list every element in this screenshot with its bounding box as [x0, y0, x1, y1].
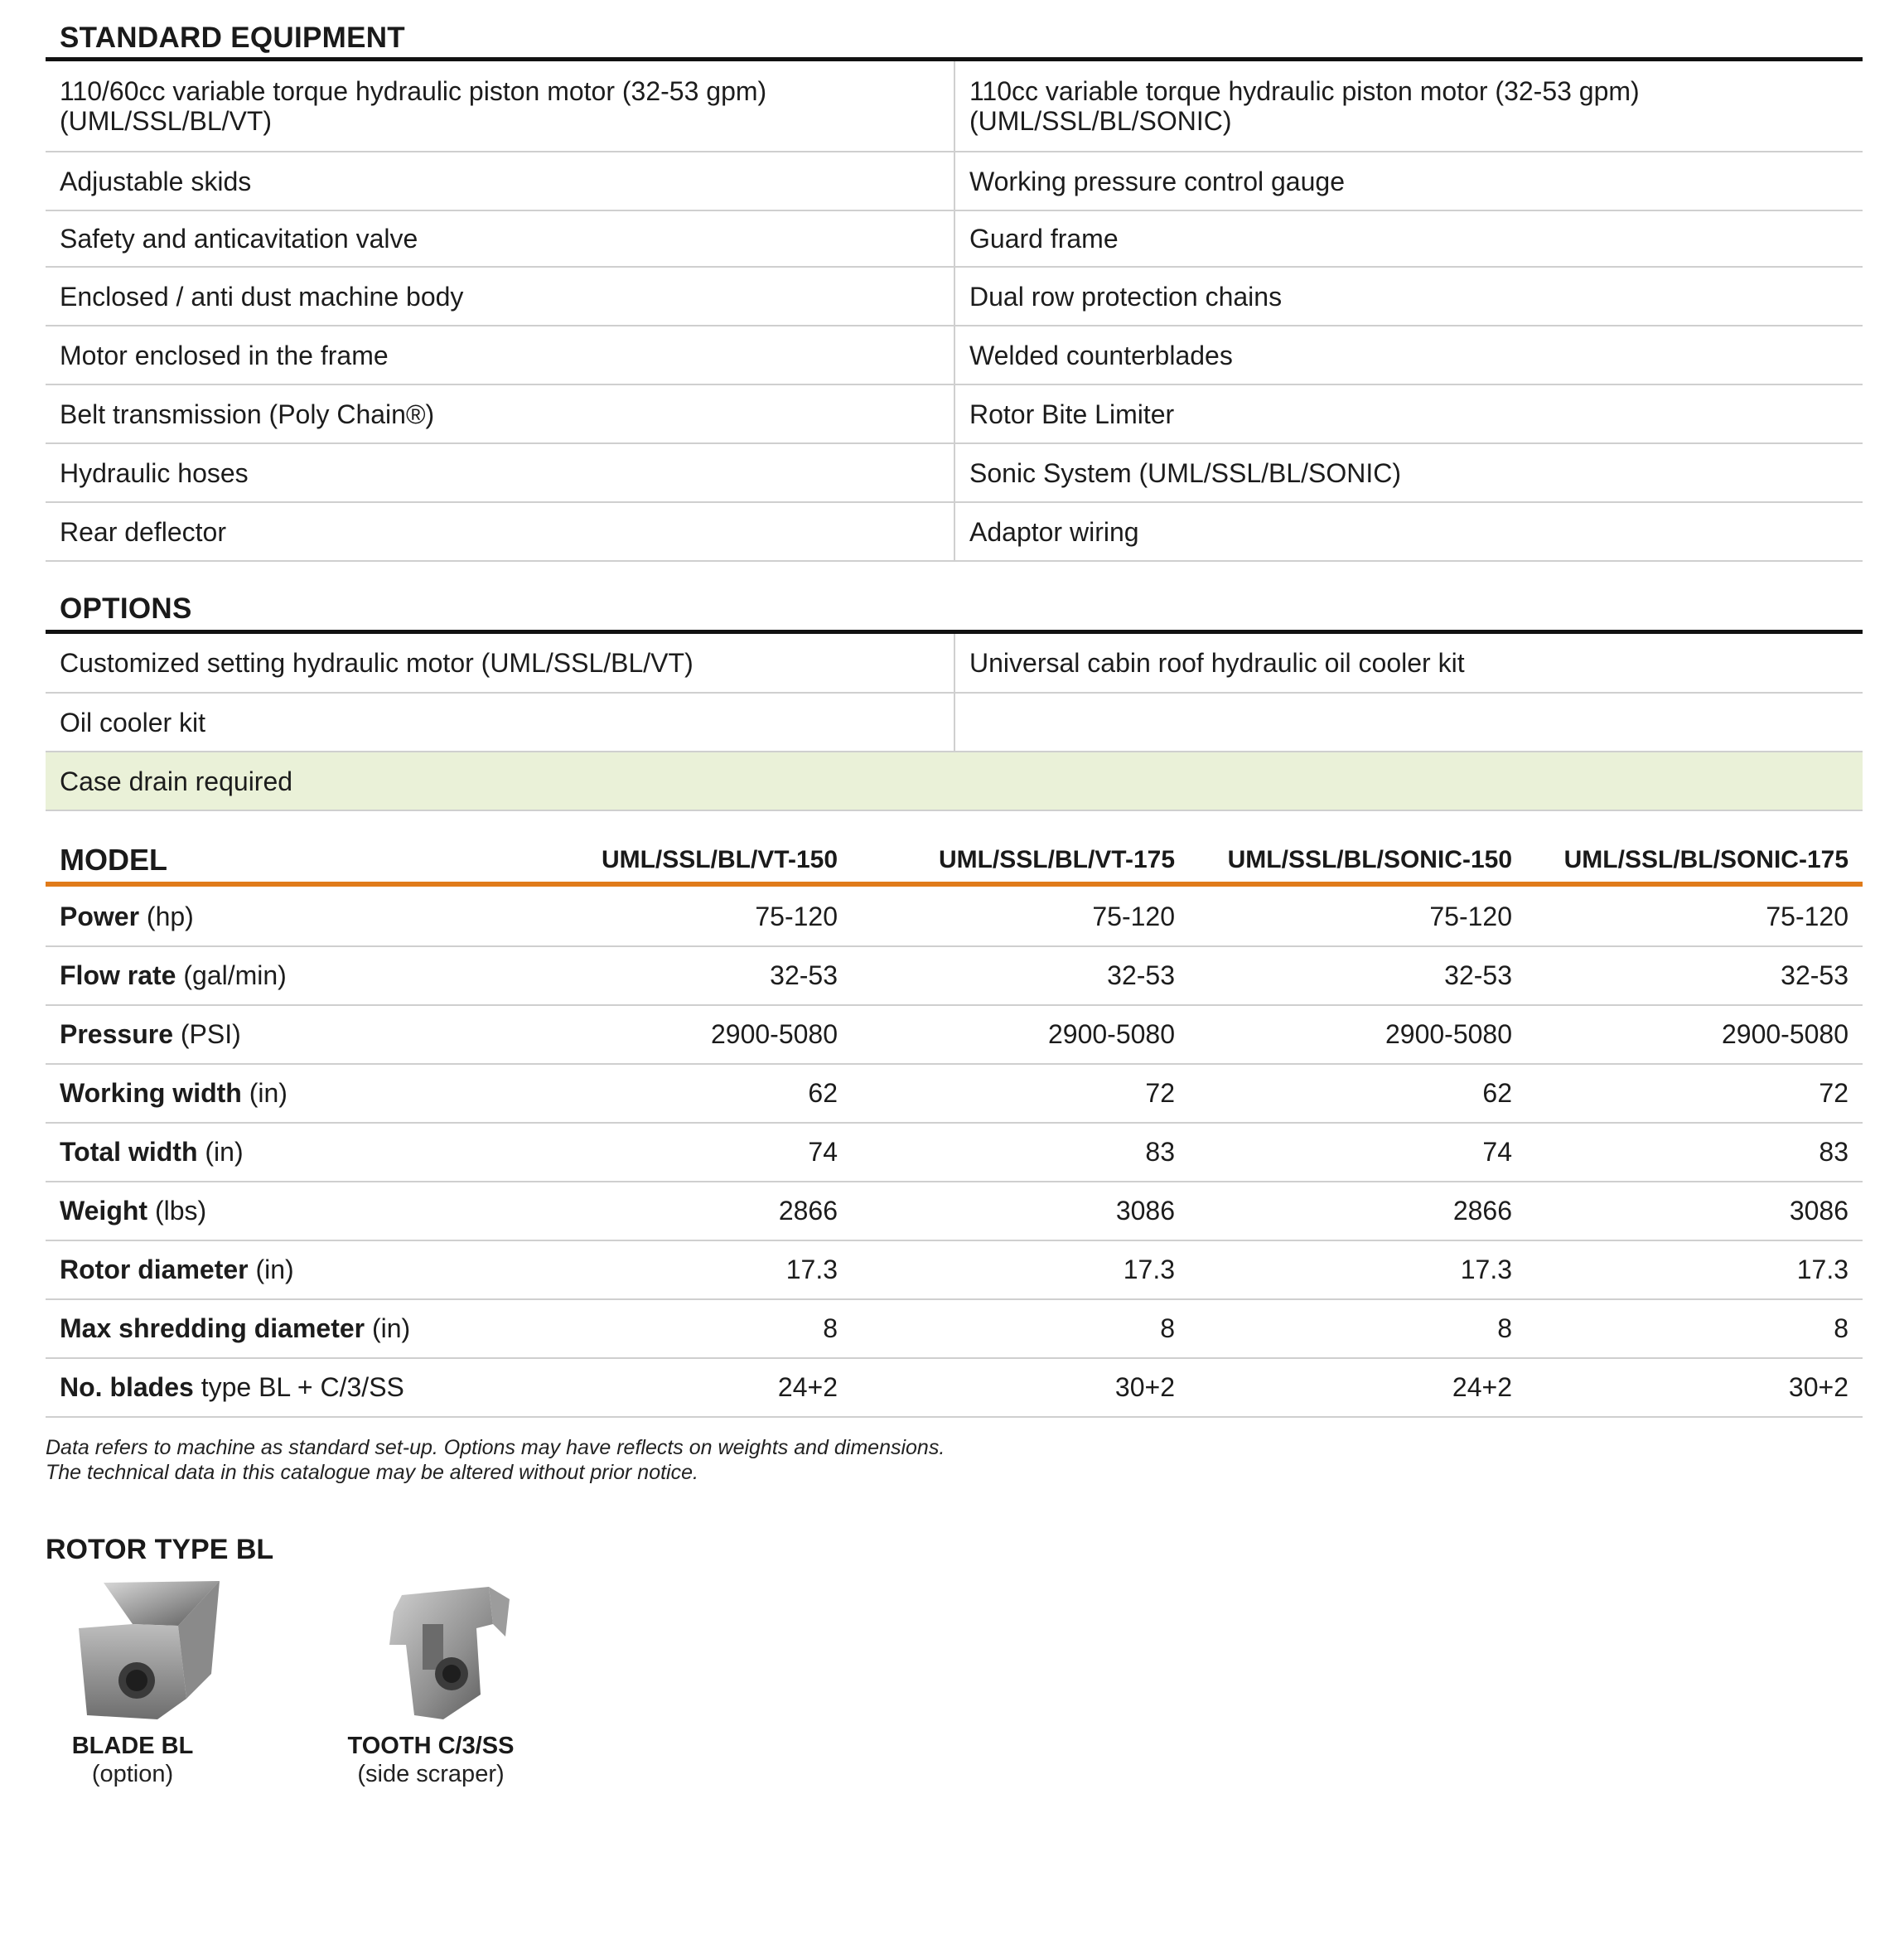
spec-unit: (gal/min): [183, 960, 287, 990]
spec-value: 2866: [1189, 1182, 1526, 1240]
spec-value: 62: [1189, 1064, 1526, 1123]
spec-value: 2866: [514, 1182, 852, 1240]
spec-value: 3086: [852, 1182, 1189, 1240]
spec-value: 62: [514, 1064, 852, 1123]
spec-name: Rotor diameter: [60, 1255, 249, 1284]
spec-name: Working width: [60, 1078, 242, 1108]
options-title: OPTIONS: [60, 592, 192, 625]
tooth-c3ss-image: [344, 1579, 526, 1728]
spec-label: [46, 946, 514, 1005]
option-item: Customized setting hydraulic motor (UML/SSL/BL/VT): [46, 634, 954, 693]
spec-value: 32-53: [852, 946, 1189, 1005]
spec-value: 32-53: [1189, 946, 1526, 1005]
spec-label: [46, 1299, 514, 1358]
spec-value: 32-53: [1526, 946, 1863, 1005]
options-table: [46, 634, 1863, 811]
equipment-item: Guard frame: [954, 210, 1863, 267]
table-row: [46, 267, 1863, 326]
spec-unit: (PSI): [180, 1019, 241, 1049]
equipment-item: Working pressure control gauge: [954, 152, 1863, 210]
spec-value: 30+2: [1526, 1358, 1863, 1417]
table-row: [46, 888, 1863, 946]
equipment-item: Rotor Bite Limiter: [954, 384, 1863, 443]
spec-label: [46, 1182, 514, 1240]
spec-unit: (in): [255, 1255, 294, 1284]
table-row: [46, 946, 1863, 1005]
spec-value: 74: [1189, 1123, 1526, 1182]
tooth-c3ss-caption: [323, 1732, 539, 1788]
spec-value: 83: [1526, 1123, 1863, 1182]
table-row: [46, 693, 1863, 752]
disclaimer-note: [46, 1435, 945, 1485]
option-item: [954, 693, 1863, 752]
spec-value: 17.3: [514, 1240, 852, 1299]
table-row: [46, 443, 1863, 502]
spec-unit: (in): [249, 1078, 288, 1108]
spec-value: 32-53: [514, 946, 852, 1005]
equipment-item: 110cc variable torque hydraulic piston motor (32-53 gpm) (UML/SSL/BL/SONIC): [954, 61, 1863, 152]
spec-value: 24+2: [1189, 1358, 1526, 1417]
table-row: [46, 634, 1863, 693]
spec-value: 17.3: [1189, 1240, 1526, 1299]
spec-value: 2900-5080: [852, 1005, 1189, 1064]
spec-value: 75-120: [852, 888, 1189, 946]
table-row: [46, 210, 1863, 267]
spec-value: 75-120: [1189, 888, 1526, 946]
model-header: [46, 831, 1863, 889]
equipment-item: Enclosed / anti dust machine body: [46, 267, 954, 326]
table-row: [46, 152, 1863, 210]
spec-label: [46, 1358, 514, 1417]
option-item: Oil cooler kit: [46, 693, 954, 752]
spec-unit: (in): [205, 1137, 244, 1167]
equipment-item: Adaptor wiring: [954, 502, 1863, 561]
equipment-item: Sonic System (UML/SSL/BL/SONIC): [954, 443, 1863, 502]
table-row: [46, 1299, 1863, 1358]
spec-value: 8: [1189, 1299, 1526, 1358]
model-column-header: UML/SSL/BL/VT-175: [938, 846, 1175, 873]
standard-equipment-table: [46, 61, 1863, 562]
spec-label: [46, 1064, 514, 1123]
equipment-item: Hydraulic hoses: [46, 443, 954, 502]
spec-value: 83: [852, 1123, 1189, 1182]
spec-value: 2900-5080: [1526, 1005, 1863, 1064]
equipment-item: 110/60cc variable torque hydraulic piston motor (32-53 gpm) (UML/SSL/BL/VT): [46, 61, 954, 152]
equipment-item: Rear deflector: [46, 502, 954, 561]
spec-value: 24+2: [514, 1358, 852, 1417]
table-row: [46, 384, 1863, 443]
spec-value: 17.3: [1526, 1240, 1863, 1299]
equipment-item: Belt transmission (Poly Chain®): [46, 384, 954, 443]
part-subtitle: (side scraper): [357, 1761, 505, 1787]
equipment-item: Motor enclosed in the frame: [46, 326, 954, 384]
equipment-item: Adjustable skids: [46, 152, 954, 210]
model-label: MODEL: [60, 843, 167, 877]
equipment-item: Welded counterblades: [954, 326, 1863, 384]
standard-equipment-title: STANDARD EQUIPMENT: [60, 22, 405, 54]
spec-name: Power: [60, 902, 140, 931]
model-column-header: UML/SSL/BL/SONIC-150: [1227, 846, 1512, 873]
spec-name: Flow rate: [60, 960, 176, 990]
equipment-item: Dual row protection chains: [954, 267, 1863, 326]
spec-label: [46, 888, 514, 946]
option-item: Universal cabin roof hydraulic oil cooler kit: [954, 634, 1863, 693]
spec-value: 72: [1526, 1064, 1863, 1123]
spec-value: 75-120: [514, 888, 852, 946]
rotor-title: ROTOR TYPE BL: [46, 1534, 274, 1565]
spec-value: 2900-5080: [1189, 1005, 1526, 1064]
spec-label: [46, 1005, 514, 1064]
spec-name: Weight: [60, 1196, 148, 1226]
spec-name: No. blades: [60, 1372, 194, 1402]
model-header-rule: [46, 882, 1863, 887]
table-row: [46, 752, 1863, 810]
case-drain-note: Case drain required: [46, 752, 1863, 810]
spec-name: Pressure: [60, 1019, 173, 1049]
table-row: [46, 1005, 1863, 1064]
part-name: BLADE BL: [71, 1733, 194, 1759]
spec-value: 8: [1526, 1299, 1863, 1358]
part-name: TOOTH C/3/SS: [347, 1733, 515, 1759]
model-column-header: UML/SSL/BL/VT-150: [601, 846, 838, 873]
spec-value: 3086: [1526, 1182, 1863, 1240]
spec-value: 30+2: [852, 1358, 1189, 1417]
spec-value: 8: [852, 1299, 1189, 1358]
blade-bl-image: [54, 1574, 253, 1728]
table-row: [46, 502, 1863, 561]
spec-value: 75-120: [1526, 888, 1863, 946]
blade-bl-caption: [46, 1732, 220, 1788]
note-line: Data refers to machine as standard set-up. Options may have reflects on weights and dimensions.: [46, 1436, 945, 1459]
spec-unit: (hp): [146, 902, 194, 931]
spec-label: [46, 1240, 514, 1299]
table-row: [46, 326, 1863, 384]
spec-value: 2900-5080: [514, 1005, 852, 1064]
spec-value: 72: [852, 1064, 1189, 1123]
equipment-item: Safety and anticavitation valve: [46, 210, 954, 267]
spec-unit: type BL + C/3/SS: [201, 1372, 404, 1402]
table-row: [46, 1123, 1863, 1182]
table-row: [46, 1182, 1863, 1240]
spec-value: 8: [514, 1299, 852, 1358]
model-column-header: UML/SSL/BL/SONIC-175: [1563, 846, 1848, 873]
table-row: [46, 1358, 1863, 1417]
spec-unit: (in): [371, 1313, 411, 1343]
part-subtitle: (option): [91, 1761, 174, 1787]
note-line: The technical data in this catalogue may be altered without prior notice.: [46, 1461, 698, 1484]
spec-name: Total width: [60, 1137, 198, 1167]
spec-value: 74: [514, 1123, 852, 1182]
table-row: [46, 1064, 1863, 1123]
spec-unit: (lbs): [154, 1196, 207, 1226]
spec-value: 17.3: [852, 1240, 1189, 1299]
spec-label: [46, 1123, 514, 1182]
model-spec-table: [46, 888, 1863, 1418]
table-row: [46, 1240, 1863, 1299]
spec-name: Max shredding diameter: [60, 1313, 365, 1343]
table-row: [46, 61, 1863, 152]
